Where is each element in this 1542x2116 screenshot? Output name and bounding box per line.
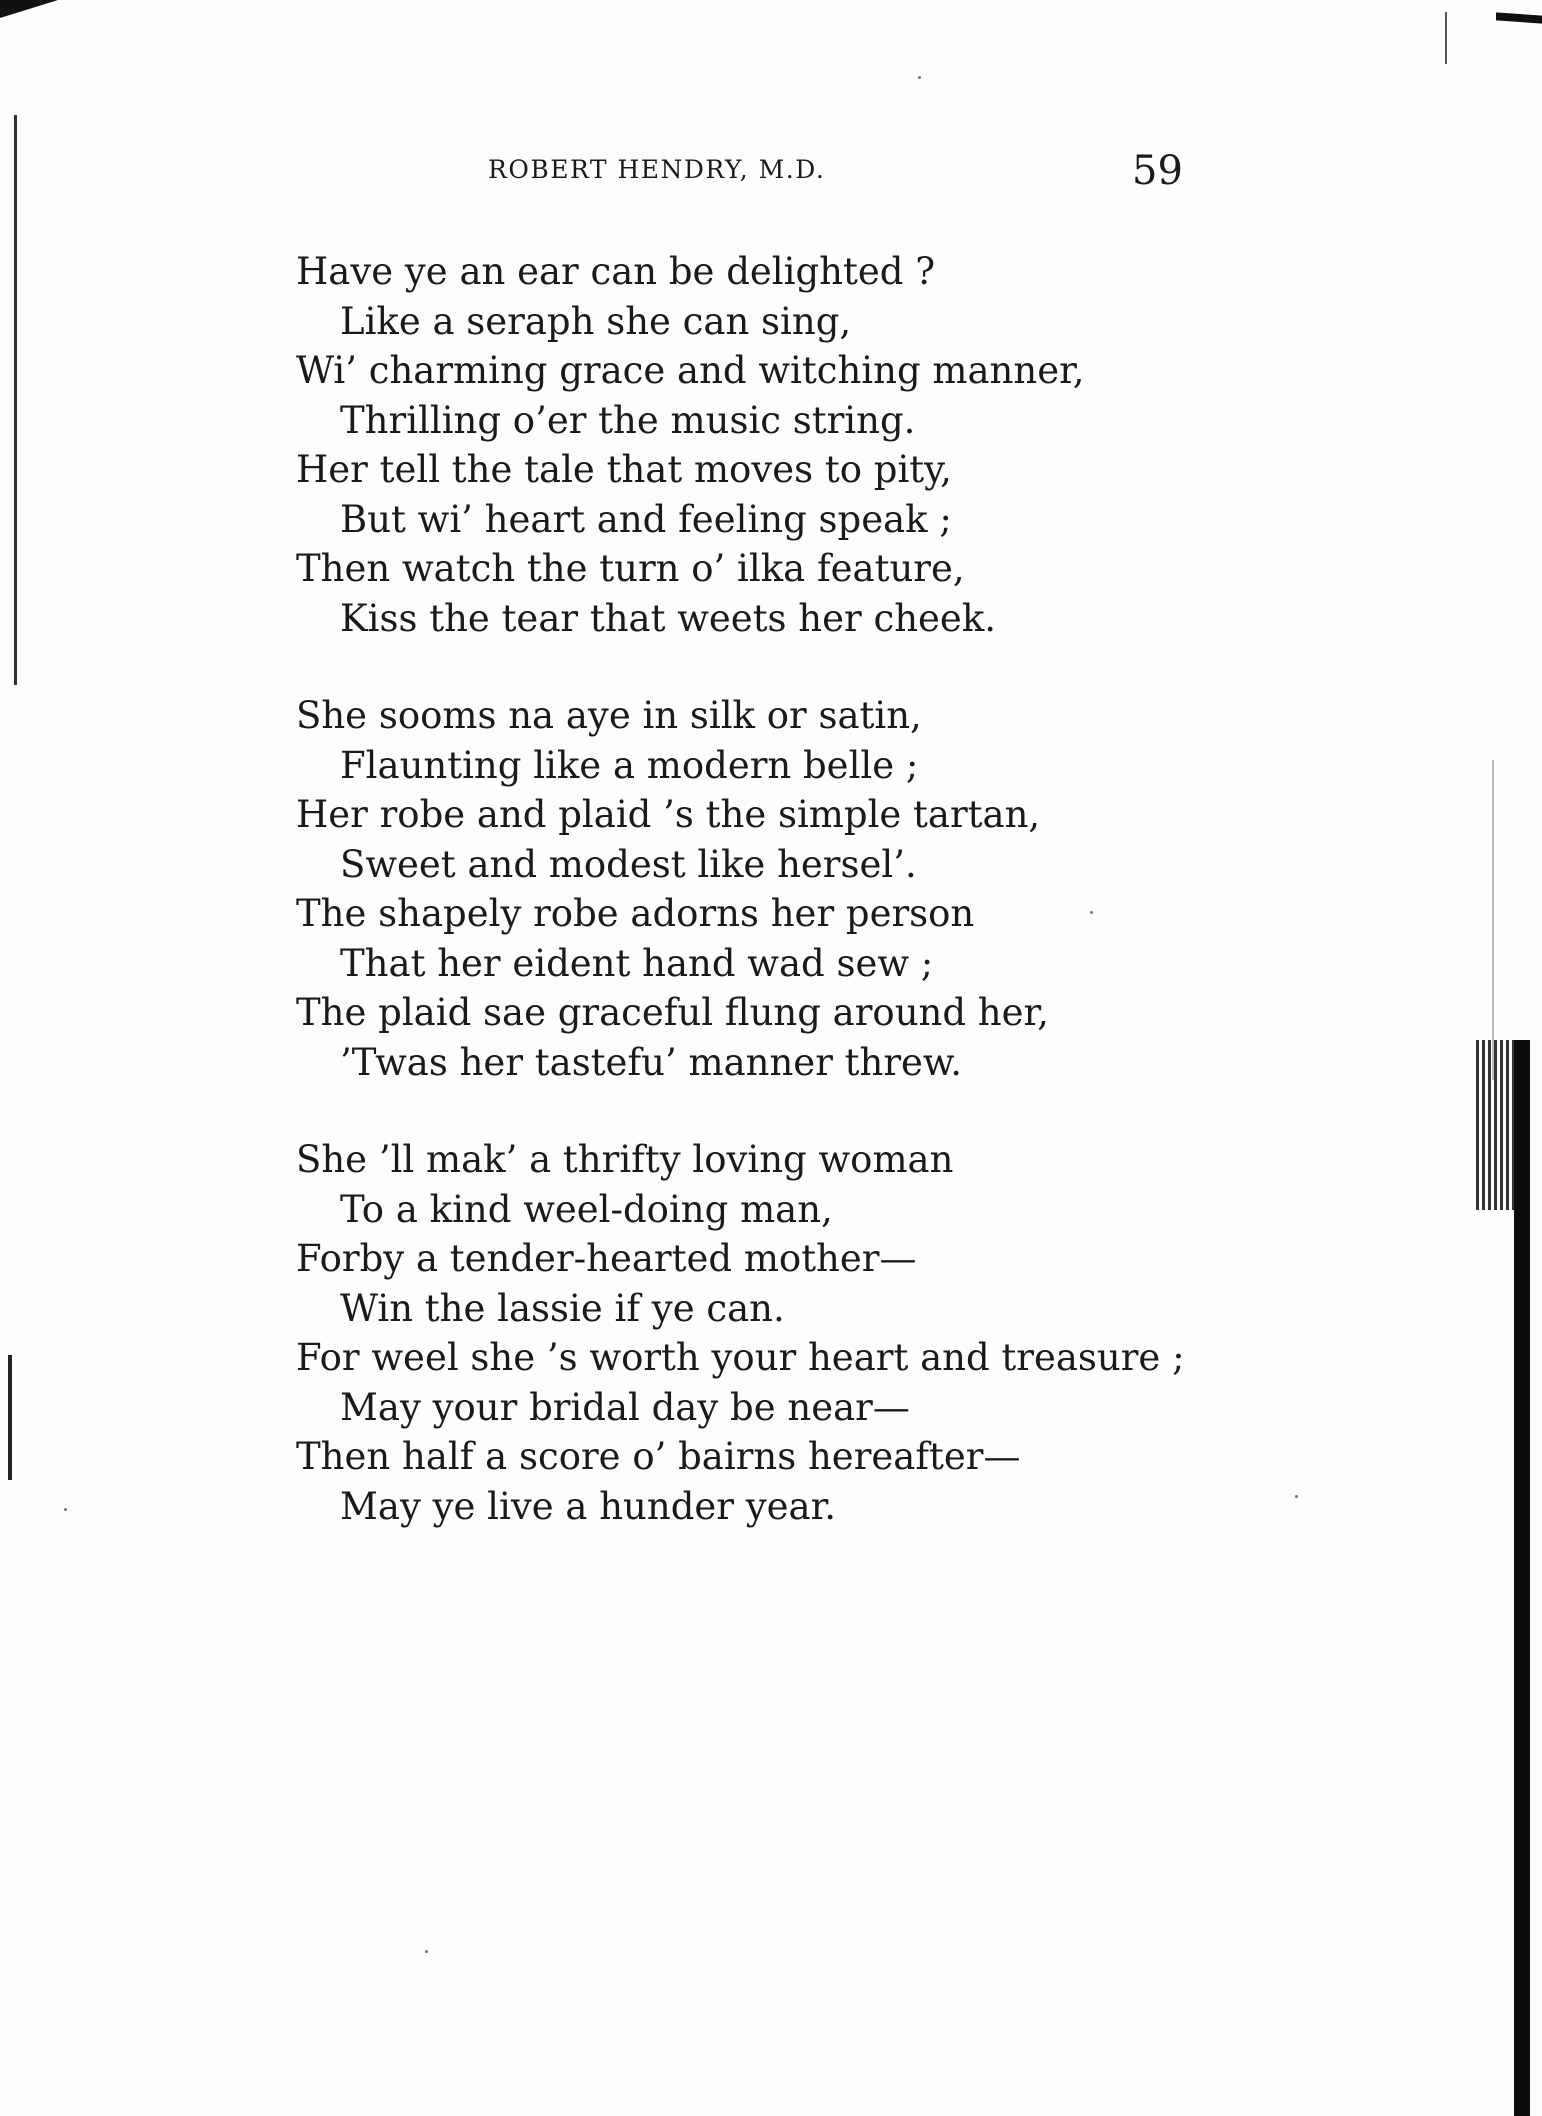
- verse-line: Then half a score o’ bairns hereafter—: [296, 1435, 1021, 1478]
- scan-corner-mark: [1496, 12, 1542, 23]
- verse-line: Forby a tender-hearted mother—: [296, 1237, 917, 1280]
- verse-line: Flaunting like a modern belle ;: [340, 743, 919, 787]
- verse-line: That her eident hand wad sew ;: [340, 941, 934, 985]
- verse-line: Thrilling o’er the music string.: [340, 398, 916, 442]
- verse-line: Her robe and plaid ’s the simple tartan,: [296, 793, 1041, 836]
- verse-line: To a kind weel-doing man,: [340, 1187, 833, 1231]
- verse-line: For weel she ’s worth your heart and treasure ;: [296, 1336, 1185, 1379]
- verse-line: Kiss the tear that weets her cheek.: [340, 596, 997, 640]
- verse-line: Sweet and modest like hersel’.: [340, 842, 917, 886]
- poem-body: [296, 247, 1316, 1579]
- scan-speck: [425, 1950, 428, 1953]
- scan-edge-line: [8, 1355, 12, 1480]
- verse-line: May ye live a hunder year.: [340, 1484, 836, 1528]
- page-number: 59: [1132, 148, 1183, 194]
- scan-corner-mark: [0, 0, 58, 18]
- scan-edge-line: [1445, 12, 1447, 64]
- verse-line: But wi’ heart and feeling speak ;: [340, 497, 952, 541]
- scan-speck: [918, 76, 921, 79]
- verse-line: ’Twas her tastefu’ manner threw.: [340, 1040, 962, 1084]
- stanza: [296, 247, 1316, 643]
- stanza: [296, 691, 1316, 1087]
- scan-edge-line: [1492, 760, 1494, 1080]
- running-head: ROBERT HENDRY, M.D.: [488, 155, 826, 184]
- verse-line: Wi’ charming grace and witching manner,: [296, 349, 1085, 392]
- verse-line: The shapely robe adorns her person: [296, 892, 975, 935]
- verse-line: Then watch the turn o’ ilka feature,: [296, 547, 965, 590]
- scan-edge-line: [14, 115, 17, 685]
- scan-binding-shadow: [1514, 1040, 1530, 2116]
- verse-line: She sooms na aye in silk or satin,: [296, 694, 922, 737]
- stanza: [296, 1135, 1316, 1531]
- verse-line: She ’ll mak’ a thrifty loving woman: [296, 1138, 954, 1181]
- verse-line: Win the lassie if ye can.: [340, 1286, 785, 1330]
- scan-speck: [64, 1508, 67, 1511]
- verse-line: Have ye an ear can be delighted ?: [296, 250, 936, 293]
- verse-line: May your bridal day be near—: [340, 1385, 910, 1429]
- verse-line: The plaid sae graceful flung around her,: [296, 991, 1049, 1034]
- verse-line: Like a seraph she can sing,: [340, 299, 852, 343]
- verse-line: Her tell the tale that moves to pity,: [296, 448, 952, 491]
